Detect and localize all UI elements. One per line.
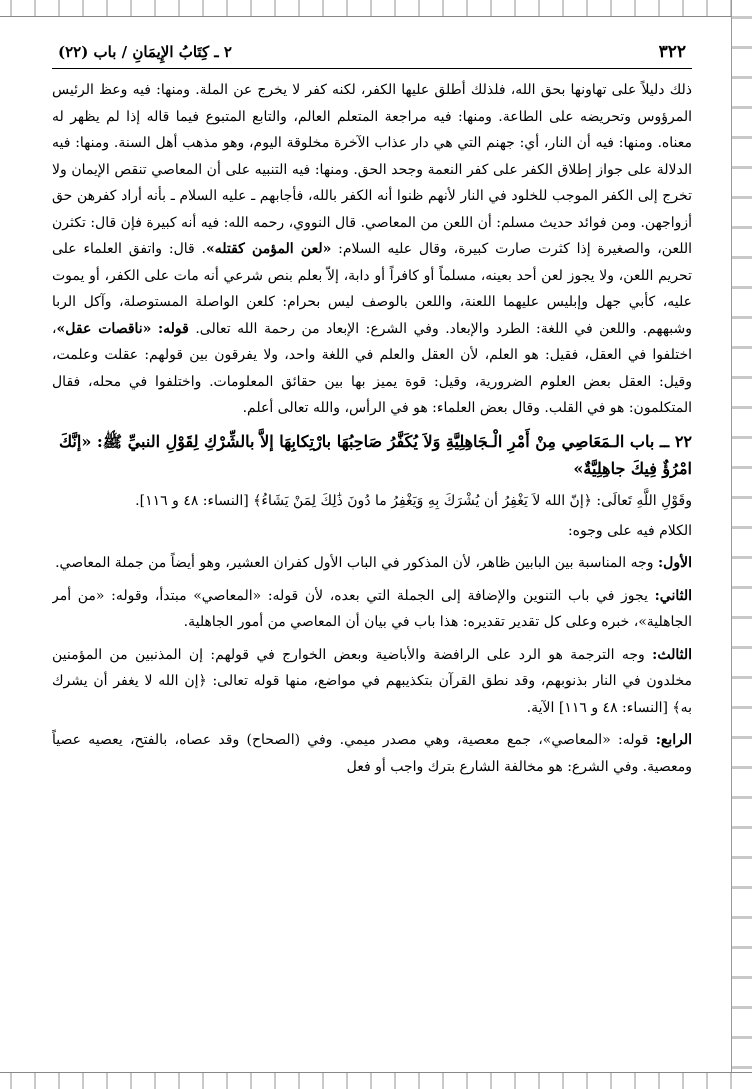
qawluhu-label: قوله: — [157, 320, 189, 337]
chapter-heading: ٢٢ ــ باب الـمَعَاصِي مِنْ أَمْرِ الْـجَاهِلِيَّةِ وَلاَ يُكَفَّرُ صَاحِبُهَا بارْتِكابِهَا إلاَّ بالشِّرْكِ لِقَوْلِ النبيِّ ﷺ: «إنَّكَ امْرُؤٌ فِيكَ جاهِلِيَّةٌ» — [58, 431, 692, 478]
page-number: ٣٢٢ — [658, 42, 686, 62]
verse-reference: [النساء: ٤٨ و ١١٦]. — [135, 492, 249, 509]
discussion-label: الأول: — [658, 555, 692, 571]
discussion-item — [52, 642, 692, 722]
intro-text-2: . قال: واتفق العلماء على تحريم اللعن، ولا يجوز لعن أحد بعينه، مسلماً أو كافراً أو دابة، إلاّ بعلم بنص شرعي أنه مات على الكفر، أو يموت عليه، كأبي جهل وإبليس عليهما اللعنة، واللعن بالوصف ليس بحرام: كلعن الواصلة المستوصلة، وآكل الربا وشبههم. واللعن في اللغة: الطرد والإبعاد. وفي الشرع: الإبعاد من رحمة الله تعالى. — [52, 241, 692, 337]
quote-naqisat: «ناقصات عقل» — [56, 320, 152, 337]
book-page — [52, 40, 692, 1070]
decorative-border-bottom — [0, 1072, 752, 1089]
discussion-item — [52, 727, 692, 780]
discussion-label: الثالث: — [652, 646, 692, 663]
discussion-text: قوله: «المعاصي»، جمع معصية، وهي مصدر ميمي. وفي (الصحاح) وقد عصاه، بالفتح، يعصيه عصياً ومعصية. وفي الشرع: هو مخالفة الشارع بترك واجب أو فعل — [52, 732, 692, 775]
discussion-label: الثاني: — [654, 587, 692, 604]
running-title: ٢ ـ كِتَابُ الإِيمَانِ / باب (٢٢) — [58, 43, 232, 61]
intro-text-1: ذلك دليلاً على تهاونها بحق الله، فلذلك أطلق عليها الكفر، لكنه كفر لا يخرج عن الملة. ومنها: فيه وعظ الرئيس المرؤوس وتحريضه على الطاعة. ومنها: فيه مراجعة المتعلم العالم، والتابع المتبوع فيما قاله إذا لم يظهر له معناه. ومنها: فيه أن النار، أي: جهنم التي هي دار عذاب الآخرة مخلوقة اليوم، وهو مذهب أهل السنة. ومنها: فيه الدلالة على جواز إطلاق الكفر على كفر النعمة وجحد الحق. ومنها: فيه التنبيه على أن المعاصي تنقص الإيمان ولا تخرج إلى الكفر الموجب للخلود في النار لأنهم ظنوا أنه الكفر بالله، فأجابهم ـ عليه السلام ـ بأنه أراد كفرهن حق أزواجهن. ومن فوائد حديث مسلم: أن اللعن من المعاصي. قال النووي، رحمه الله: فيه أنه كبيرة فإن قال: تكثرن اللعن، والصغيرة إذا كثرت صارت كبيرة، وقال عليه السلام: — [52, 82, 692, 257]
discussion-item — [52, 583, 692, 636]
discussion-text: يجوز في باب التنوين والإضافة إلى الجملة التي بعده، لأن قوله: «المعاصي» مبتدأ، وقوله: «من أمر الجاهلية»، خبره وعلى كل تقدير تقديره: هذا باب في بيان أن المعاصي من أمور الجاهلية. — [52, 587, 692, 630]
discussion-label: الرابع: — [655, 732, 692, 748]
intro-paragraph — [52, 77, 692, 422]
decorative-border-right — [731, 0, 752, 1089]
verse-block — [52, 488, 692, 514]
discussion-text: وجه الترجمة هو الرد على الرافضة والأباضية وبعض الخوارج في قولهم: إن المذنبين من المؤمنين مخلدون في النار بذنوبهم، وقد نطق القرآن بتكذيبهم في مواضع، منها قوله تعالى: ﴿إن الله لا يغفر أن يشرك به﴾ [النساء: ٤٨ و ١١٦] الآية. — [52, 646, 692, 716]
verse-intro: وقَوْلِ اللَّهِ تَعالَى: — [596, 492, 692, 509]
decorative-border-top — [0, 0, 752, 17]
hadith-quote-curse: «لعن المؤمن كقتله» — [205, 241, 332, 257]
discussion-text: وجه المناسبة بين البابين ظاهر، لأن المذكور في الباب الأول كفران العشير، وهو أيضاً من جملة المعاصي. — [55, 555, 654, 571]
quran-verse: ﴿إنّ الله لاَ يَغْفِرُ أن يُشْرَكَ بِهِ وَيَغْفِرُ ما دُونَ ذَٰلِكَ لِمَنْ يَشَاءُ﴾ — [253, 492, 592, 509]
intro-text-3: ، اختلفوا في العقل، فقيل: هو العلم، لأن العقل والعلم في اللغة واحد، ولا يفرقون بين قولهم: عقلت وعلمت، وقيل: العقل بعض العلوم الضرورية، وقيل: قوة يميز بها بين حقائق المعلومات. واختلفوا في محله، فقال المتكلمون: هو في القلب. وقال بعض العلماء: هو في الرأس، والله تعالى أعلم. — [52, 320, 692, 416]
discussion-intro: الكلام فيه على وجوه: — [567, 522, 692, 539]
discussion-item — [52, 550, 692, 577]
running-header — [52, 40, 692, 69]
